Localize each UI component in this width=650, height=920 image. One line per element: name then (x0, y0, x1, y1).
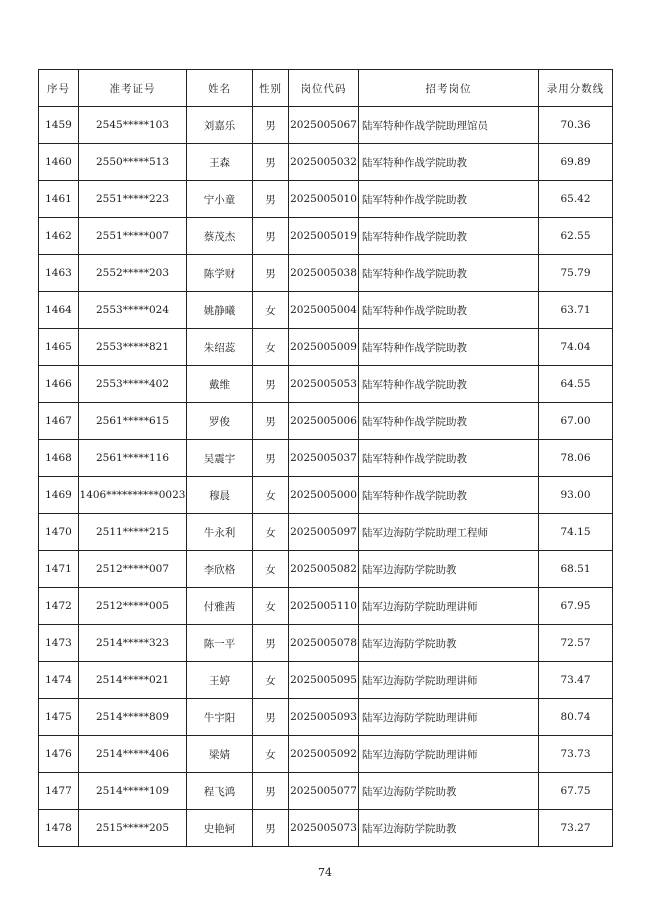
cell-score: 67.00 (539, 403, 613, 440)
cell-position-code: 2025005067 (289, 107, 359, 144)
cell-gender: 男 (253, 403, 289, 440)
cell-score: 64.55 (539, 366, 613, 403)
table-row (39, 477, 613, 514)
header-gender: 性别 (253, 70, 289, 107)
cell-seq: 1476 (39, 736, 79, 773)
cell-position-code: 2025005095 (289, 662, 359, 699)
cell-position-code: 2025005004 (289, 292, 359, 329)
table-row (39, 255, 613, 292)
cell-ticket-number: 2514*****323 (79, 625, 187, 662)
cell-position: 陆军边海防学院助教 (359, 773, 539, 810)
cell-ticket-number: 2512*****005 (79, 588, 187, 625)
table-row (39, 292, 613, 329)
header-position-code: 岗位代码 (289, 70, 359, 107)
cell-position: 陆军边海防学院助理讲师 (359, 662, 539, 699)
cell-ticket-number: 2511*****215 (79, 514, 187, 551)
cell-ticket-number: 2552*****203 (79, 255, 187, 292)
cell-name: 宁小童 (187, 181, 253, 218)
cell-gender: 女 (253, 736, 289, 773)
cell-position: 陆军特种作战学院助教 (359, 181, 539, 218)
cell-position: 陆军边海防学院助教 (359, 625, 539, 662)
cell-gender: 女 (253, 292, 289, 329)
cell-position: 陆军边海防学院助理工程师 (359, 514, 539, 551)
cell-ticket-number: 2514*****021 (79, 662, 187, 699)
cell-position-code: 2025005093 (289, 699, 359, 736)
header-seq: 序号 (39, 70, 79, 107)
cell-position: 陆军特种作战学院助教 (359, 292, 539, 329)
cell-seq: 1463 (39, 255, 79, 292)
cell-position-code: 2025005037 (289, 440, 359, 477)
cell-gender: 男 (253, 144, 289, 181)
cell-name: 陈学财 (187, 255, 253, 292)
cell-seq: 1471 (39, 551, 79, 588)
cell-name: 姚静曦 (187, 292, 253, 329)
cell-seq: 1465 (39, 329, 79, 366)
table-row (39, 625, 613, 662)
cell-ticket-number: 2561*****615 (79, 403, 187, 440)
cell-position: 陆军特种作战学院助教 (359, 440, 539, 477)
results-table (38, 69, 613, 847)
cell-position-code: 2025005073 (289, 810, 359, 847)
cell-gender: 女 (253, 588, 289, 625)
cell-name: 王森 (187, 144, 253, 181)
table-row (39, 551, 613, 588)
cell-position-code: 2025005006 (289, 403, 359, 440)
cell-ticket-number: 2551*****007 (79, 218, 187, 255)
table-row (39, 329, 613, 366)
cell-gender: 男 (253, 218, 289, 255)
cell-ticket-number: 2514*****809 (79, 699, 187, 736)
cell-seq: 1466 (39, 366, 79, 403)
cell-seq: 1470 (39, 514, 79, 551)
cell-score: 78.06 (539, 440, 613, 477)
cell-score: 80.74 (539, 699, 613, 736)
cell-position-code: 2025005038 (289, 255, 359, 292)
cell-gender: 女 (253, 551, 289, 588)
cell-ticket-number: 2545*****103 (79, 107, 187, 144)
cell-ticket-number: 2553*****821 (79, 329, 187, 366)
table-row (39, 662, 613, 699)
cell-name: 牛宇阳 (187, 699, 253, 736)
cell-name: 付雅茜 (187, 588, 253, 625)
table-row (39, 773, 613, 810)
cell-score: 62.55 (539, 218, 613, 255)
cell-score: 68.51 (539, 551, 613, 588)
cell-score: 93.00 (539, 477, 613, 514)
cell-seq: 1464 (39, 292, 79, 329)
cell-gender: 男 (253, 255, 289, 292)
cell-seq: 1467 (39, 403, 79, 440)
cell-score: 63.71 (539, 292, 613, 329)
cell-position-code: 2025005032 (289, 144, 359, 181)
cell-score: 74.04 (539, 329, 613, 366)
cell-name: 陈一平 (187, 625, 253, 662)
cell-seq: 1472 (39, 588, 79, 625)
cell-position: 陆军边海防学院助理讲师 (359, 699, 539, 736)
cell-seq: 1461 (39, 181, 79, 218)
cell-score: 73.47 (539, 662, 613, 699)
cell-ticket-number: 2514*****109 (79, 773, 187, 810)
cell-name: 穆晨 (187, 477, 253, 514)
cell-seq: 1468 (39, 440, 79, 477)
cell-gender: 男 (253, 181, 289, 218)
table-body (39, 107, 613, 847)
cell-position: 陆军特种作战学院助教 (359, 329, 539, 366)
cell-score: 74.15 (539, 514, 613, 551)
cell-gender: 女 (253, 477, 289, 514)
cell-name: 李欣格 (187, 551, 253, 588)
table-row (39, 181, 613, 218)
cell-ticket-number: 2514*****406 (79, 736, 187, 773)
cell-score: 70.36 (539, 107, 613, 144)
table-header (39, 70, 613, 107)
cell-name: 史艳轲 (187, 810, 253, 847)
header-row (39, 70, 613, 107)
cell-position-code: 2025005000 (289, 477, 359, 514)
cell-seq: 1475 (39, 699, 79, 736)
cell-position: 陆军特种作战学院助理馆员 (359, 107, 539, 144)
header-ticket-number: 准考证号 (79, 70, 187, 107)
table-row (39, 588, 613, 625)
cell-ticket-number: 2515*****205 (79, 810, 187, 847)
cell-gender: 男 (253, 625, 289, 662)
cell-gender: 男 (253, 107, 289, 144)
cell-seq: 1474 (39, 662, 79, 699)
cell-position-code: 2025005077 (289, 773, 359, 810)
cell-seq: 1478 (39, 810, 79, 847)
cell-score: 73.27 (539, 810, 613, 847)
cell-gender: 女 (253, 329, 289, 366)
cell-position-code: 2025005097 (289, 514, 359, 551)
cell-name: 刘嘉乐 (187, 107, 253, 144)
table-row (39, 440, 613, 477)
table-row (39, 514, 613, 551)
cell-position-code: 2025005110 (289, 588, 359, 625)
table-row (39, 366, 613, 403)
cell-ticket-number: 2553*****402 (79, 366, 187, 403)
table-row (39, 403, 613, 440)
cell-position: 陆军特种作战学院助教 (359, 403, 539, 440)
cell-name: 吴震宇 (187, 440, 253, 477)
cell-position-code: 2025005009 (289, 329, 359, 366)
header-score: 录用分数线 (539, 70, 613, 107)
cell-name: 王婷 (187, 662, 253, 699)
cell-score: 69.89 (539, 144, 613, 181)
header-position: 招考岗位 (359, 70, 539, 107)
cell-name: 程飞鸿 (187, 773, 253, 810)
cell-gender: 男 (253, 699, 289, 736)
cell-gender: 男 (253, 440, 289, 477)
cell-name: 戴维 (187, 366, 253, 403)
cell-gender: 女 (253, 662, 289, 699)
table-row (39, 218, 613, 255)
cell-score: 73.73 (539, 736, 613, 773)
cell-position: 陆军特种作战学院助教 (359, 477, 539, 514)
cell-score: 65.42 (539, 181, 613, 218)
cell-position-code: 2025005092 (289, 736, 359, 773)
cell-seq: 1477 (39, 773, 79, 810)
cell-ticket-number: 2553*****024 (79, 292, 187, 329)
cell-name: 蔡茂杰 (187, 218, 253, 255)
cell-name: 罗俊 (187, 403, 253, 440)
table-row (39, 810, 613, 847)
cell-position: 陆军特种作战学院助教 (359, 366, 539, 403)
cell-ticket-number: 2512*****007 (79, 551, 187, 588)
cell-name: 牛永利 (187, 514, 253, 551)
cell-seq: 1460 (39, 144, 79, 181)
cell-ticket-number: 1406**********0023 (79, 477, 187, 514)
cell-position: 陆军特种作战学院助教 (359, 255, 539, 292)
cell-name: 梁婧 (187, 736, 253, 773)
cell-position: 陆军边海防学院助教 (359, 551, 539, 588)
cell-position: 陆军特种作战学院助教 (359, 218, 539, 255)
cell-score: 67.75 (539, 773, 613, 810)
table-row (39, 144, 613, 181)
cell-name: 朱绍蕊 (187, 329, 253, 366)
cell-position-code: 2025005082 (289, 551, 359, 588)
cell-ticket-number: 2561*****116 (79, 440, 187, 477)
cell-seq: 1473 (39, 625, 79, 662)
table-row (39, 107, 613, 144)
table-row (39, 736, 613, 773)
cell-gender: 男 (253, 810, 289, 847)
cell-position-code: 2025005053 (289, 366, 359, 403)
cell-seq: 1462 (39, 218, 79, 255)
header-name: 姓名 (187, 70, 253, 107)
cell-gender: 男 (253, 773, 289, 810)
cell-score: 75.79 (539, 255, 613, 292)
page-number: 74 (318, 866, 332, 879)
cell-ticket-number: 2551*****223 (79, 181, 187, 218)
cell-seq: 1459 (39, 107, 79, 144)
cell-position-code: 2025005078 (289, 625, 359, 662)
cell-position: 陆军边海防学院助理讲师 (359, 588, 539, 625)
cell-position-code: 2025005019 (289, 218, 359, 255)
table-row (39, 699, 613, 736)
cell-position: 陆军边海防学院助理讲师 (359, 736, 539, 773)
cell-seq: 1469 (39, 477, 79, 514)
cell-score: 72.57 (539, 625, 613, 662)
cell-ticket-number: 2550*****513 (79, 144, 187, 181)
cell-position: 陆军边海防学院助教 (359, 810, 539, 847)
cell-position-code: 2025005010 (289, 181, 359, 218)
cell-gender: 女 (253, 514, 289, 551)
cell-position: 陆军特种作战学院助教 (359, 144, 539, 181)
cell-gender: 男 (253, 366, 289, 403)
cell-score: 67.95 (539, 588, 613, 625)
